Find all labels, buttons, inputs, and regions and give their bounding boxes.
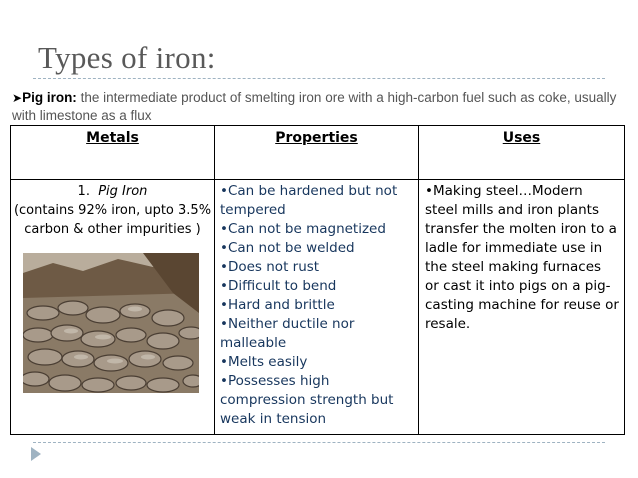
table-row [11, 180, 625, 435]
uses-cell: •Making steel…Modern steel mills and iron plants transfer the molten iron to a ladle for immediate use in the steel making furnaces or cast it into pigs on a pig-casting machine for reuse or resale. [419, 180, 625, 435]
intro-paragraph [12, 89, 622, 125]
metal-cell [11, 180, 215, 435]
arrow-bullet-icon: ➤ [12, 91, 23, 105]
properties-cell [215, 180, 419, 435]
metal-description: (contains 92% iron, upto 3.5% carbon & other impurities ) [13, 203, 212, 237]
property-item: •Does not rust [220, 259, 320, 275]
metal-name: Pig Iron [98, 184, 148, 199]
metal-title [12, 182, 213, 201]
property-item: •Melts easily [220, 354, 308, 370]
property-item: •Difficult to bend [220, 278, 337, 294]
footer-divider [33, 442, 605, 443]
title-divider [33, 78, 605, 79]
slide-title: Types of iron: [38, 40, 216, 75]
property-item: •Neither ductile nor malleable [220, 316, 355, 351]
property-item: •Can not be welded [220, 240, 355, 256]
property-item: •Can be hardened but not tempered [220, 183, 398, 218]
intro-text: the intermediate product of smelting iron ore with a high-carbon fuel such as coke, usually with limestone as a flux [12, 90, 617, 123]
metal-number: 1. [77, 184, 90, 199]
header-metals: Metals [11, 126, 215, 180]
triangle-bullet-icon [31, 447, 41, 461]
property-item: •Hard and brittle [220, 297, 335, 313]
iron-types-table [10, 125, 625, 435]
table-header-row [11, 126, 625, 180]
header-properties: Properties [215, 126, 419, 180]
pig-iron-photo [23, 253, 199, 393]
property-item: •Possesses high compression strength but weak in tension [220, 373, 394, 427]
header-uses: Uses [419, 126, 625, 180]
intro-term: Pig iron: [22, 90, 77, 105]
property-item: •Can not be magnetized [220, 221, 386, 237]
